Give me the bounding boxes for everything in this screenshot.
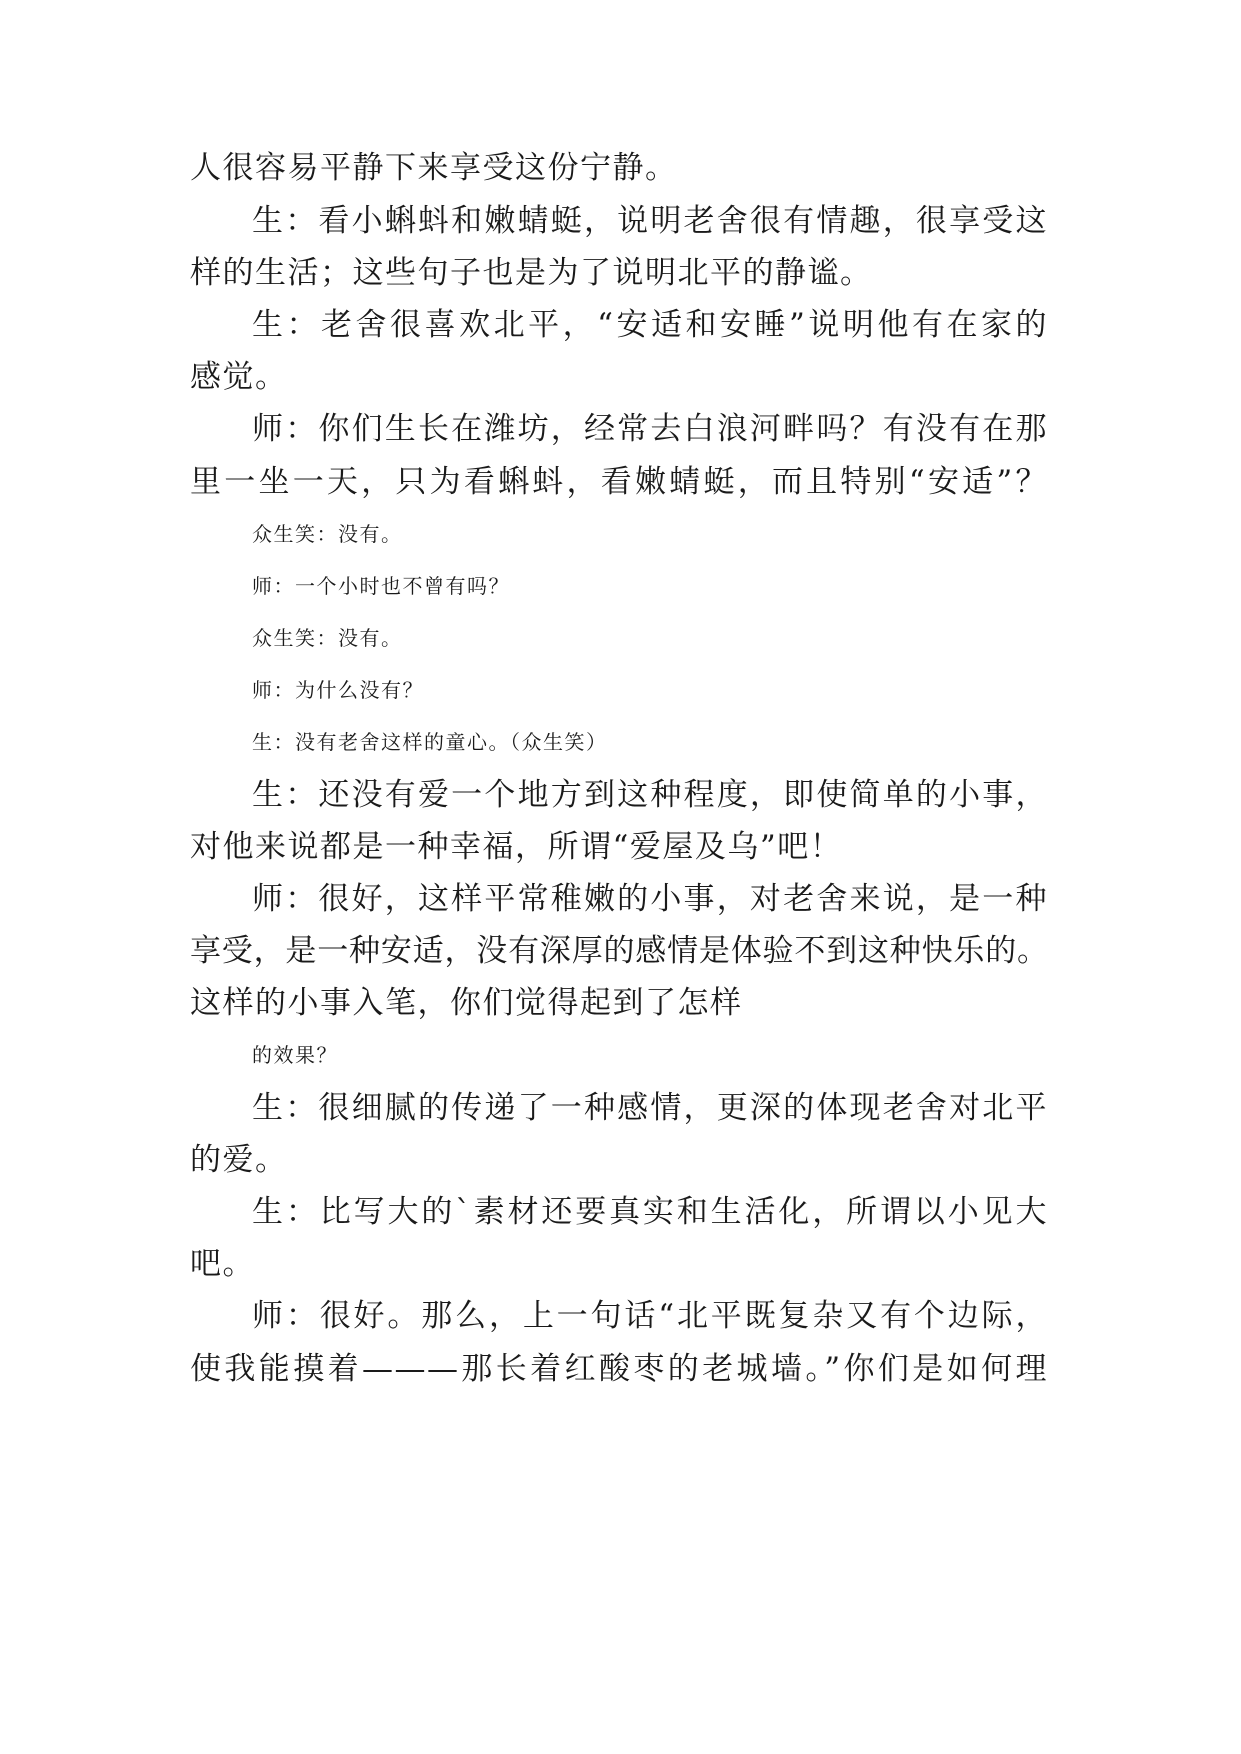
text-line: 吧。: [190, 1246, 255, 1282]
text-line: 众生笑：没有。: [252, 522, 403, 546]
text-line: 的爱。: [190, 1142, 288, 1178]
text-line: 人很容易平静下来享受这份宁静。: [190, 150, 678, 186]
text-line: 师：你们生长在潍坊，经常去白浪河畔吗？有没有在那: [252, 411, 1048, 447]
text-line: 感觉。: [190, 359, 288, 395]
text-line: 众生笑：没有。: [252, 626, 403, 650]
text-line: 生：很细腻的传递了一种感情，更深的体现老舍对北平: [252, 1090, 1048, 1126]
text-line: 的效果？: [252, 1043, 338, 1067]
text-line: 生：没有老舍这样的童心。（众生笑）: [252, 730, 608, 754]
text-line: 这样的小事入笔，你们觉得起到了怎样: [190, 985, 743, 1021]
text-line: 对他来说都是一种幸福，所谓“爱屋及乌”吧！: [190, 829, 843, 865]
text-line: 生：看小蝌蚪和嫩蜻蜓，说明老舍很有情趣，很享受这: [252, 203, 1048, 239]
text-line: 师：为什么没有？: [252, 678, 424, 702]
text-line: 里一坐一天，只为看蝌蚪，看嫩蜻蜓，而且特别“安适”？: [190, 464, 1048, 500]
text-line: 师：很好，这样平常稚嫩的小事，对老舍来说，是一种: [252, 881, 1048, 917]
text-line: 师：很好。那么，上一句话“北平既复杂又有个边际，: [252, 1298, 1048, 1334]
text-line: 师：一个小时也不曾有吗？: [252, 574, 510, 598]
text-line: 生：比写大的`素材还要真实和生活化，所谓以小见大: [252, 1194, 1048, 1230]
text-line: 使我能摸着———那长着红酸枣的老城墙。”你们是如何理: [190, 1351, 1048, 1387]
text-line: 样的生活；这些句子也是为了说明北平的静谧。: [190, 255, 873, 291]
text-line: 生：还没有爱一个地方到这种程度，即使简单的小事，: [252, 777, 1048, 813]
text-line: 生：老舍很喜欢北平，“安适和安睡”说明他有在家的: [252, 307, 1048, 343]
text-line: 享受，是一种安适，没有深厚的感情是体验不到这种快乐的。: [190, 933, 1048, 969]
